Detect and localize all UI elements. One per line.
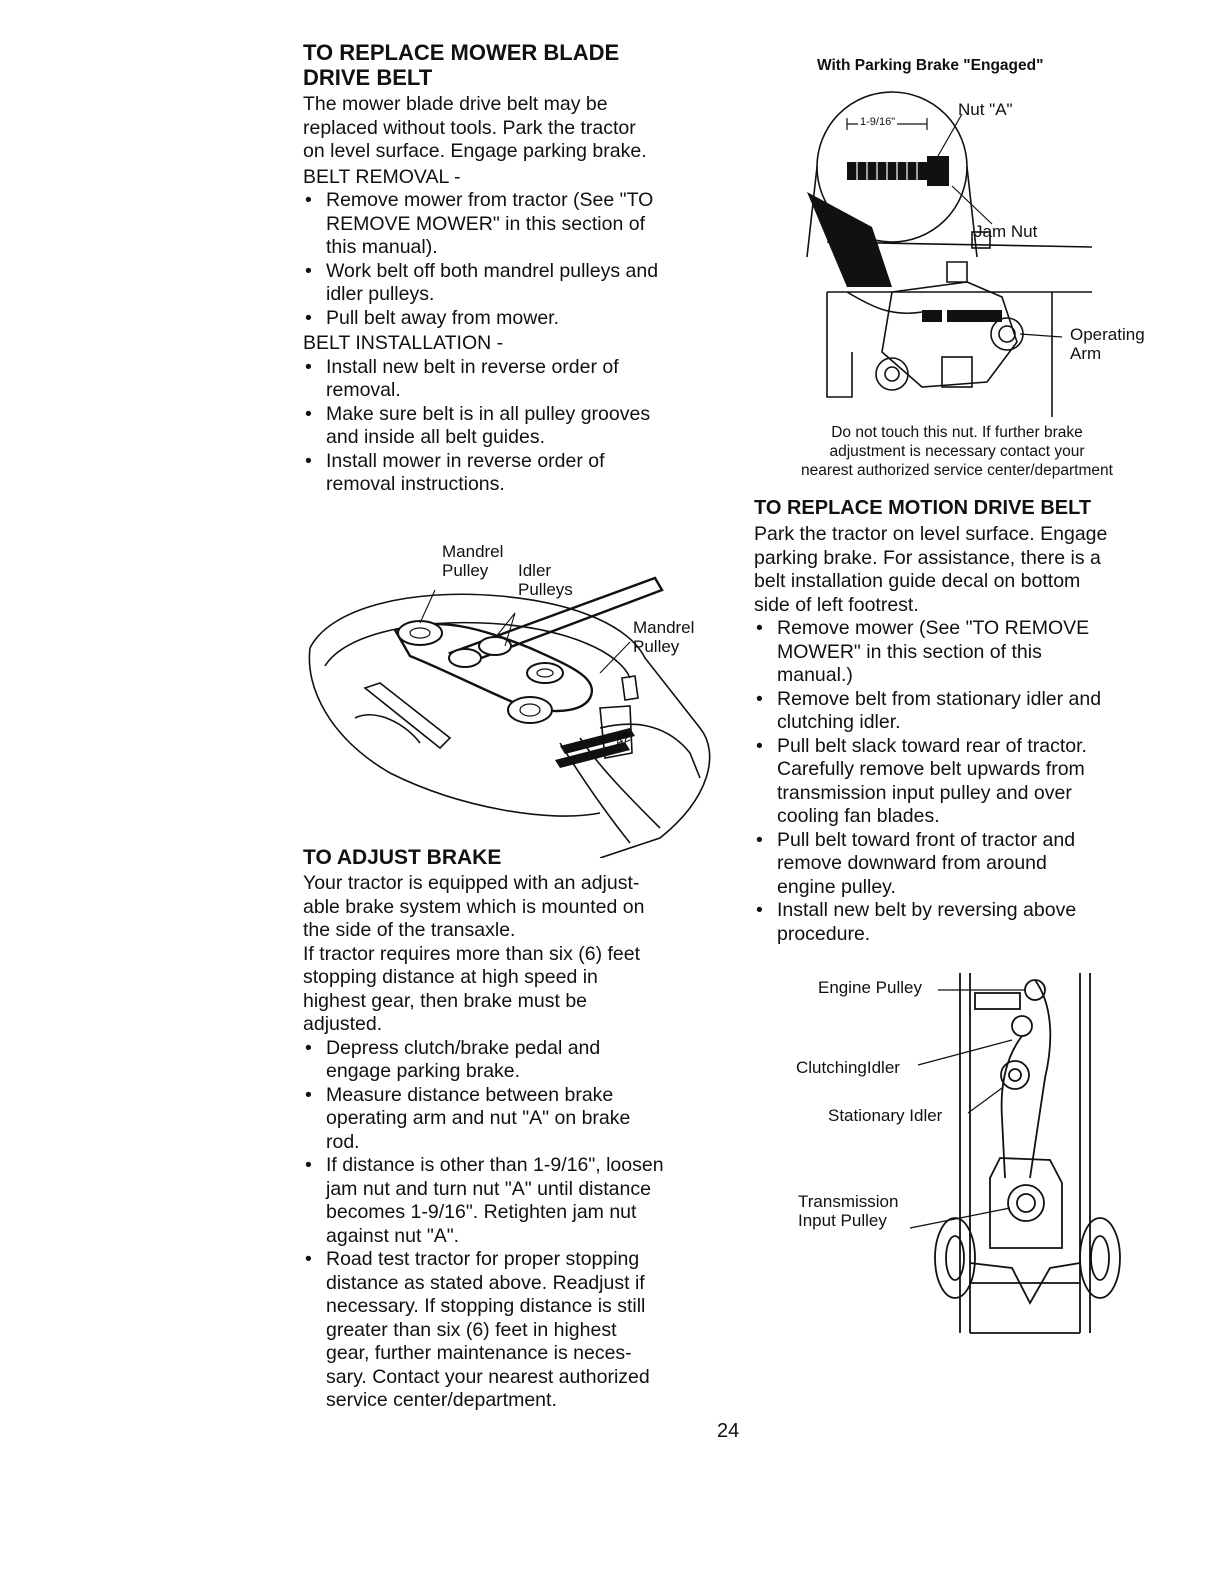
list-item: • Install new belt in reverse order of removal. [303, 356, 723, 403]
motion-belt-list [754, 617, 1174, 946]
label-engine-pulley: Engine Pulley [818, 978, 922, 997]
label-dimension: 1-9/16" [858, 113, 897, 132]
adjust-brake-intro [303, 872, 723, 1037]
adjust-brake-list [303, 1037, 723, 1413]
list-line: removal. [326, 379, 401, 401]
deck-badge: 42 [612, 729, 633, 749]
list-line: this manual). [326, 236, 438, 258]
list-line: distance as stated above. Readjust if [326, 1271, 645, 1294]
label-clutching-idler: ClutchingIdler [796, 1058, 900, 1077]
label-idler-pulleys [518, 561, 573, 599]
belt-title-line-1: TO REPLACE MOWER BLADE [303, 40, 620, 65]
list-line: Install new belt by reversing above [777, 899, 1077, 921]
list-line: Pull belt slack toward rear of tractor. [777, 734, 1087, 757]
list-line: Install mower in reverse order of [326, 449, 605, 472]
list-item: • Pull belt toward front of tractor and remove downward from around engine pulley. [754, 829, 1174, 900]
list-line: engine pulley. [777, 875, 896, 898]
list-line: engage parking brake. [326, 1060, 521, 1082]
list-line: and inside all belt guides. [326, 426, 545, 448]
drive-belt-figure [790, 968, 1130, 1348]
label-mandrel-pulley-left [442, 542, 503, 580]
caption-line: adjustment is necessary contact your [829, 443, 1085, 460]
list-item: • Measure distance between brake operating arm and nut "A" on brake rod. [303, 1084, 723, 1155]
intro-line: Your tractor is equipped with an adjust- [303, 872, 640, 894]
list-line: If distance is other than 1-9/16", loosen [326, 1154, 664, 1176]
adjust-brake-title: TO ADJUST BRAKE [303, 846, 502, 869]
belt-installation-heading: BELT INSTALLATION - [303, 332, 504, 354]
list-item: • Pull belt away from mower. [303, 307, 723, 331]
list-item: • Install new belt by reversing above procedure. [754, 899, 1174, 946]
list-line: Work belt off both mandrel pulleys and [326, 259, 659, 282]
label-line: Pulleys [518, 580, 573, 599]
list-line: gear, further maintenance is neces- [326, 1342, 632, 1364]
list-line: necessary. If stopping distance is still [326, 1295, 646, 1317]
list-line: Pull belt toward front of tractor and [777, 828, 1076, 851]
list-line: Measure distance between brake [326, 1083, 614, 1106]
label-line: Pulley [442, 561, 489, 580]
caption-line: Do not touch this nut. If further brake [831, 424, 1083, 441]
label-line: Operating [1070, 325, 1145, 344]
list-line: remove downward from around [777, 852, 1047, 874]
list-item: • Work belt off both mandrel pulleys and idler pulleys. [303, 260, 723, 307]
belt-installation-list [303, 356, 723, 497]
belt-removal-list [303, 189, 723, 330]
label-stationary-idler: Stationary Idler [828, 1106, 943, 1125]
list-line: idler pulleys. [326, 283, 435, 305]
list-line: service center/department. [326, 1389, 557, 1411]
intro-line: parking brake. For assistance, there is a [754, 546, 1101, 569]
label-jam-nut: Jam Nut [974, 222, 1038, 241]
list-line: Remove mower (See "TO REMOVE [777, 617, 1090, 639]
list-line: Road test tractor for proper stopping [326, 1248, 640, 1270]
list-line: against nut "A". [326, 1224, 460, 1247]
list-item: • Remove mower from tractor (See "TO REMOVE MOWER" in this section of this manual). [303, 189, 723, 260]
motion-belt-intro [754, 523, 1174, 617]
intro-line: the side of the transaxle. [303, 919, 516, 941]
belt-intro-line: The mower blade drive belt may be [303, 93, 608, 115]
label-transmission-input-pulley [798, 1192, 898, 1230]
list-line: MOWER" in this section of this [777, 640, 1042, 663]
label-line: Mandrel [442, 542, 504, 561]
mower-deck-illustration [300, 538, 720, 858]
list-line: cooling fan blades. [777, 805, 940, 827]
motion-belt-title: TO REPLACE MOTION DRIVE BELT [754, 497, 1092, 519]
list-line: operating arm and nut "A" on brake [326, 1107, 631, 1129]
page-number: 24 [717, 1420, 740, 1442]
intro-line: Park the tractor on level surface. Engage [754, 523, 1108, 545]
list-line: procedure. [777, 922, 871, 945]
label-line: Idler [518, 561, 552, 580]
list-line: becomes 1-9/16". Retighten jam nut [326, 1201, 637, 1223]
list-item: • Remove belt from stationary idler and clutching idler. [754, 688, 1174, 735]
intro-line: side of left footrest. [754, 593, 919, 616]
intro-line: able brake system which is mounted on [303, 895, 645, 918]
list-line: REMOVE MOWER" in this section of [326, 212, 645, 235]
list-line: Install new belt in reverse order of [326, 355, 619, 378]
mower-deck-figure [300, 538, 720, 858]
list-line: Remove mower from tractor (See "TO [326, 189, 654, 211]
list-line: Pull belt away from mower. [326, 306, 560, 329]
list-line: Carefully remove belt upwards from [777, 758, 1085, 780]
list-item: • Depress clutch/brake pedal and engage parking brake. [303, 1037, 723, 1084]
list-item: • Install mower in reverse order of removal instructions. [303, 450, 723, 497]
label-operating-arm [1070, 325, 1145, 363]
intro-line: highest gear, then brake must be [303, 989, 588, 1012]
label-nut-a: Nut "A" [958, 100, 1013, 119]
brake-caption [752, 423, 1162, 480]
belt-section-title [303, 40, 723, 90]
label-line: Arm [1070, 344, 1102, 363]
adjust-brake-section [303, 845, 723, 1413]
list-item: • Remove mower (See "TO REMOVE MOWER" in this section of this manual.) [754, 617, 1174, 688]
caption-line: nearest authorized service center/department [801, 462, 1113, 479]
label-line: Transmission [798, 1192, 899, 1211]
list-line: sary. Contact your nearest authorized [326, 1365, 650, 1388]
list-item: • If distance is other than 1-9/16", loosen jam nut and turn nut "A" until distance becomes 1-9/16". Retighten jam nut against nut "A". [303, 1154, 723, 1248]
left-column [303, 40, 723, 497]
belt-title-line-2: DRIVE BELT [303, 65, 433, 90]
intro-line: belt installation guide decal on bottom [754, 570, 1081, 592]
brake-figure [752, 52, 1172, 422]
drive-belt-illustration [790, 968, 1130, 1348]
list-line: Depress clutch/brake pedal and [326, 1036, 601, 1059]
belt-intro-line: replaced without tools. Park the tractor [303, 116, 636, 139]
list-line: manual.) [777, 664, 853, 686]
list-item: • Make sure belt is in all pulley grooves and inside all belt guides. [303, 403, 723, 450]
list-line: removal instructions. [326, 473, 505, 495]
label-line: Pulley [633, 637, 680, 656]
list-line: Make sure belt is in all pulley grooves [326, 402, 651, 425]
intro-line: If tractor requires more than six (6) feet [303, 942, 641, 965]
list-item: • Road test tractor for proper stopping distance as stated above. Readjust if necessary. If stopping distance is still greater than six (6) feet in highest gear, further maintenance is neces- sary. Contact your nearest authorized service center/department. [303, 1248, 723, 1413]
belt-intro-line: on level surface. Engage parking brake. [303, 140, 647, 162]
brake-figure-title: With Parking Brake "Engaged" [817, 57, 1044, 74]
intro-line: stopping distance at high speed in [303, 966, 598, 988]
belt-removal-heading: BELT REMOVAL - [303, 165, 461, 188]
label-mandrel-pulley-right [633, 618, 694, 656]
belt-intro [303, 93, 723, 164]
intro-line: adjusted. [303, 1013, 383, 1035]
motion-belt-section [754, 496, 1174, 946]
list-line: clutching idler. [777, 711, 901, 733]
list-line: Remove belt from stationary idler and [777, 687, 1102, 710]
list-line: rod. [326, 1130, 360, 1153]
label-line: Mandrel [633, 618, 695, 637]
list-line: greater than six (6) feet in highest [326, 1318, 617, 1341]
list-line: jam nut and turn nut "A" until distance [326, 1177, 651, 1200]
list-item: • Pull belt slack toward rear of tractor. Carefully remove belt upwards from transmission input pulley and over cooling fan blades. [754, 735, 1174, 829]
list-line: transmission input pulley and over [777, 781, 1072, 804]
label-line: Input Pulley [798, 1211, 887, 1230]
